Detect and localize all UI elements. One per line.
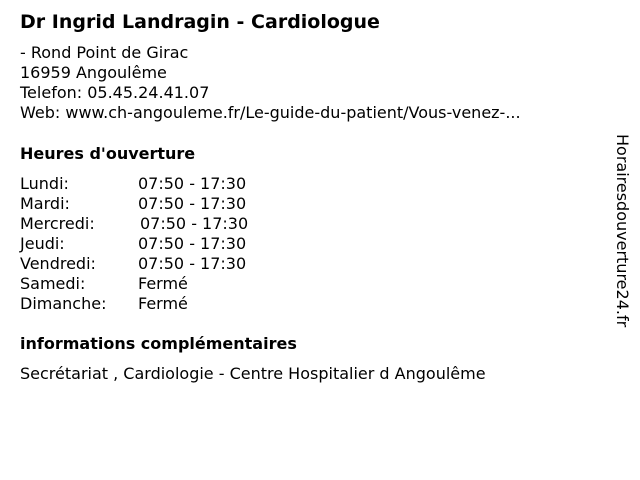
phone-number: Telefon: 05.45.24.41.07 <box>20 83 210 102</box>
time-value: 07:50 - 17:30 <box>138 194 247 213</box>
day-label: Mercredi: <box>20 214 95 233</box>
page-title: Dr Ingrid Landragin - Cardiologue <box>20 11 380 33</box>
opening-hours-table <box>20 174 320 314</box>
additional-info-text: Secrétariat , Cardiologie - Centre Hospitalier d Angoulême <box>20 364 486 383</box>
hours-row-wednesday <box>20 214 320 234</box>
hours-row-thursday <box>20 234 320 254</box>
hours-row-monday <box>20 174 320 194</box>
day-label: Vendredi: <box>20 254 96 273</box>
day-label: Jeudi: <box>20 234 65 253</box>
day-label: Samedi: <box>20 274 86 293</box>
additional-info-heading: informations complémentaires <box>20 334 297 353</box>
hours-row-tuesday <box>20 194 320 214</box>
time-value: Fermé <box>138 294 188 313</box>
hours-row-friday <box>20 254 320 274</box>
time-value: 07:50 - 17:30 <box>140 214 249 233</box>
day-label: Mardi: <box>20 194 70 213</box>
hours-row-saturday <box>20 274 320 294</box>
day-label: Dimanche: <box>20 294 107 313</box>
day-label: Lundi: <box>20 174 69 193</box>
website-link[interactable]: Web: www.ch-angouleme.fr/Le-guide-du-patient/Vous-venez-... <box>20 103 521 122</box>
city-postal: 16959 Angoulême <box>20 63 167 82</box>
address-block <box>20 43 521 123</box>
site-watermark: Horairesdouverture24.fr <box>613 134 632 328</box>
time-value: 07:50 - 17:30 <box>138 254 247 273</box>
time-value: Fermé <box>138 274 188 293</box>
hours-row-sunday <box>20 294 320 314</box>
opening-hours-heading: Heures d'ouverture <box>20 144 196 163</box>
time-value: 07:50 - 17:30 <box>138 234 247 253</box>
street-address: - Rond Point de Girac <box>20 43 189 62</box>
time-value: 07:50 - 17:30 <box>138 174 247 193</box>
